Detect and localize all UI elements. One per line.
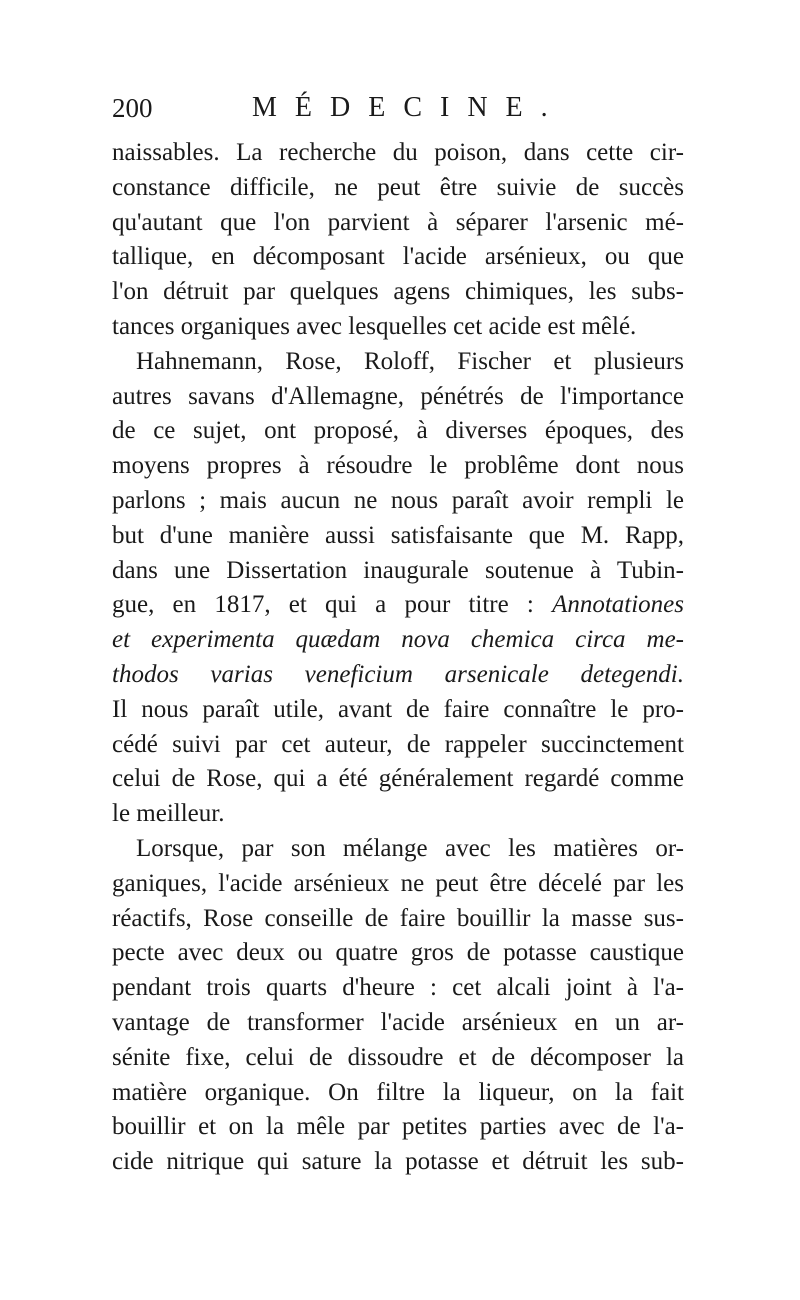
page-number: 200	[112, 93, 153, 123]
text-line: ganiques, l'acide arsénieux ne peut être décelé par les	[112, 869, 684, 897]
text-line: moyens propres à résoudre le problême dont nous	[112, 452, 684, 480]
text-line: bouillir et on la mêle par petites parties avec de l'a-	[112, 1113, 684, 1141]
text-line: cédé suivi par cet auteur, de rappeler succinctement	[112, 730, 684, 758]
running-title: MÉDECINE.	[252, 92, 566, 123]
paragraph	[112, 345, 684, 832]
text-line: constance difficile, ne peut être suivie de succès	[112, 173, 684, 201]
text-line: tallique, en décomposant l'acide arsénieux, ou que	[112, 243, 684, 271]
text-line: l'on détruit par quelques agens chimiques, les subs-	[112, 278, 684, 306]
text-line: sénite fixe, celui de dissoudre et de décomposer la	[112, 1043, 684, 1071]
text-line: dans une Dissertation inaugurale soutenue à Tubin-	[112, 556, 684, 584]
text-line: vantage de transformer l'acide arsénieux en un ar-	[112, 1008, 684, 1036]
italic-title-run: et experimenta quædam nova chemica circa me-	[112, 626, 684, 654]
text-line: Hahnemann, Rose, Roloff, Fischer et plusieurs	[136, 347, 684, 375]
text-line: Il nous paraît utile, avant de faire connaître le pro-	[112, 695, 684, 723]
text-line: parlons ; mais aucun ne nous paraît avoir rempli le	[112, 486, 684, 514]
text-line: naissables. La recherche du poison, dans cette cir-	[112, 139, 684, 166]
text-line: celui de Rose, qui a été généralement regardé comme	[112, 765, 684, 793]
text-line: de ce sujet, ont proposé, à diverses époques, des	[112, 417, 684, 445]
text-line	[112, 623, 684, 658]
text-line: le meilleur.	[112, 800, 225, 828]
italic-title-run: Annotationes	[552, 591, 684, 619]
body-text	[112, 136, 684, 1180]
text-line: pecte avec deux ou quatre gros de potasse caustique	[112, 939, 684, 967]
text-line: tances organiques avec lesquelles cet acide est mêlé.	[112, 312, 637, 340]
italic-title-run: thodos varias veneficium arsenicale detegendi.	[112, 660, 684, 688]
paragraph	[112, 832, 684, 1180]
text-line: autres savans d'Allemagne, pénétrés de l'importance	[112, 382, 684, 410]
text-line: Lorsque, par son mélange avec les matières or-	[136, 834, 684, 862]
text-line: pendant trois quarts d'heure : cet alcali joint à l'a-	[112, 974, 684, 1002]
text-line: matière organique. On filtre la liqueur, on la fait	[112, 1078, 684, 1106]
text-line: réactifs, Rose conseille de faire bouillir la masse sus-	[112, 904, 684, 932]
text-run: gue, en 1817, et qui a pour titre :	[112, 591, 553, 619]
text-line: but d'une manière aussi satisfaisante que M. Rapp,	[112, 521, 684, 549]
paragraph	[112, 136, 684, 345]
text-line: qu'autant que l'on parvient à séparer l'arsenic mé-	[112, 208, 684, 236]
text-line	[112, 588, 684, 623]
text-line: cide nitrique qui sature la potasse et détruit les sub-	[112, 1148, 684, 1176]
text-line	[112, 658, 684, 693]
running-head	[112, 88, 692, 128]
